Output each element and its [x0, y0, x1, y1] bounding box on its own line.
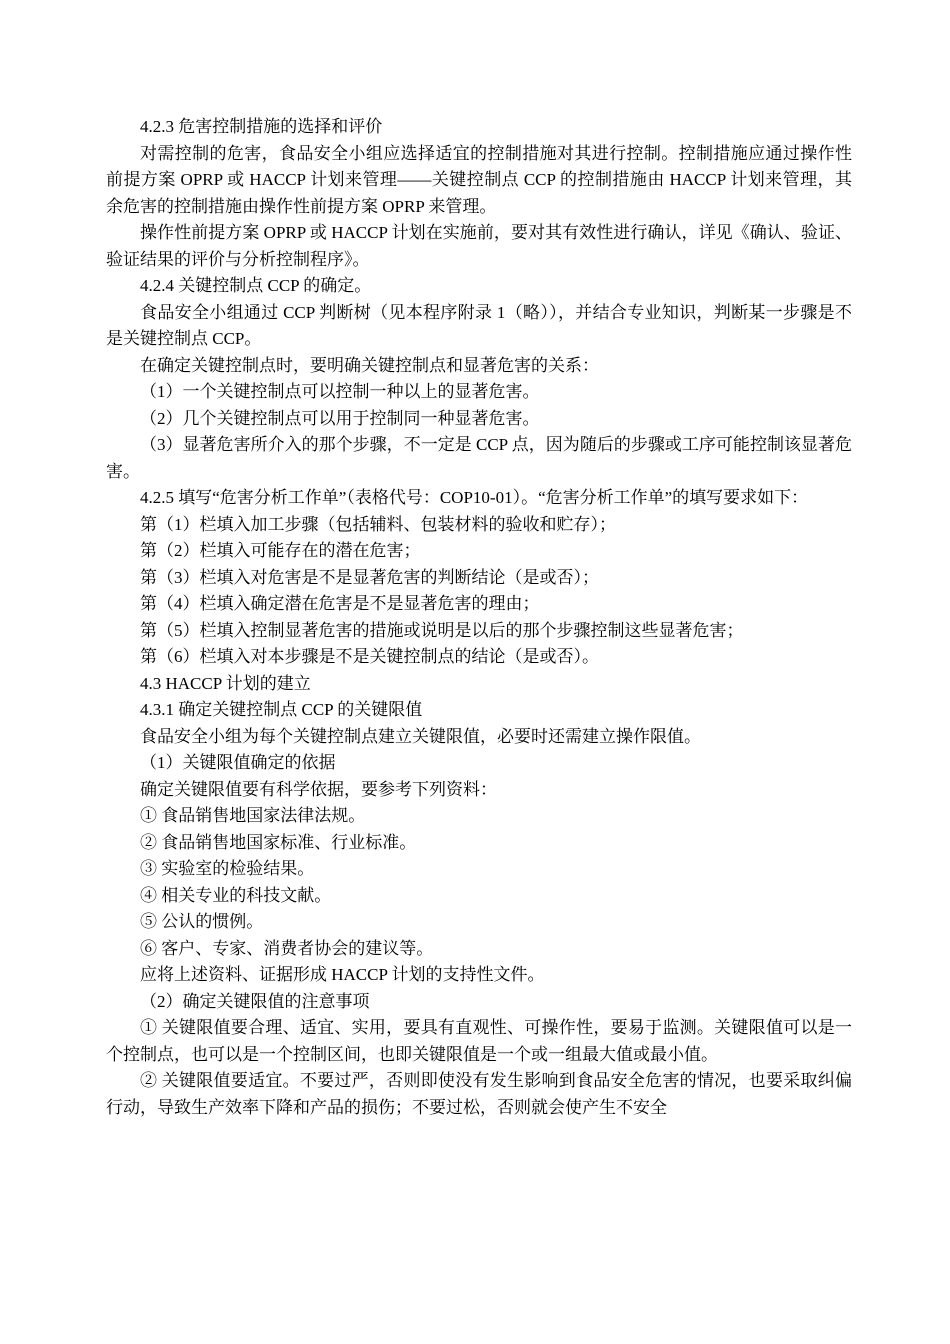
column-instruction-3: 第（3）栏填入对危害是不是显著危害的判断结论（是或否）； [140, 567, 599, 587]
note-item-2: ② 关键限值要适宜。不要过严，否则即使没有发生影响到食品安全危害的情况，也要采取纠偏行动，导致生产效率下降和产品的损伤；不要过松，否则就会使产生不安全 [106, 1071, 852, 1117]
reference-item-2: ② 食品销售地国家标准、行业标准。 [140, 832, 417, 852]
column-instruction-1: 第（1）栏填入加工步骤（包括辅料、包装材料的验收和贮存）； [140, 514, 616, 534]
heading-4-2-5: 4.2.5 填写“危害分析工作单”（表格代号：COP10-01）。“危害分析工作单”的填写要求如下： [140, 488, 809, 507]
document-page [106, 114, 852, 1121]
paragraph-oprp-confirmation: 操作性前提方案 OPRP 或 HACCP 计划在实施前，要对其有效性进行确认，详见《确认、验证、验证结果的评价与分析控制程序》。 [106, 223, 852, 269]
paragraph-critical-limits: 食品安全小组为每个关键控制点建立关键限值，必要时还需建立操作限值。 [140, 726, 701, 746]
reference-item-6: ⑥ 客户、专家、消费者协会的建议等。 [140, 938, 434, 958]
paragraph-references-intro: 确定关键限值要有科学依据，要参考下列资料： [140, 779, 497, 799]
note-item-1: ① 关键限值要合理、适宜、实用，要具有直观性、可操作性，要易于监测。关键限值可以是一个控制点，也可以是一个控制区间，也即关键限值是一个或一组最大值或最小值。 [106, 1018, 852, 1064]
paragraph-ccp-relationship: 在确定关键控制点时，要明确关键控制点和显著危害的关系： [140, 355, 599, 375]
heading-4-2-3: 4.2.3 危害控制措施的选择和评价 [140, 117, 383, 136]
subheading-notes: （2）确定关键限值的注意事项 [140, 991, 370, 1011]
column-instruction-2: 第（2）栏填入可能存在的潜在危害； [140, 541, 421, 560]
list-item-relationship-2: （2）几个关键控制点可以用于控制同一种显著危害。 [140, 408, 540, 428]
column-instruction-4: 第（4）栏填入确定潜在危害是不是显著危害的理由； [140, 594, 540, 613]
reference-item-4: ④ 相关专业的科技文献。 [140, 885, 332, 905]
column-instruction-6: 第（6）栏填入对本步骤是不是关键控制点的结论（是或否）。 [140, 647, 599, 666]
heading-4-3: 4.3 HACCP 计划的建立 [140, 673, 311, 693]
subheading-basis: （1）关键限值确定的依据 [140, 753, 336, 772]
paragraph-supporting-documents: 应将上述资料、证据形成 HACCP 计划的支持性文件。 [140, 965, 545, 984]
column-instruction-5: 第（5）栏填入控制显著危害的措施或说明是以后的那个步骤控制这些显著危害； [140, 620, 744, 640]
reference-item-1: ① 食品销售地国家法律法规。 [140, 806, 366, 825]
paragraph-ccp-decision-tree: 食品安全小组通过 CCP 判断树（见本程序附录 1（略）），并结合专业知识，判断某一步骤是不是关键控制点 CCP。 [106, 302, 852, 348]
reference-item-5: ⑤ 公认的惯例。 [140, 912, 264, 931]
list-item-relationship-3: （3）显著危害所介入的那个步骤，不一定是 CCP 点，因为随后的步骤或工序可能控制该显著危害。 [106, 435, 852, 481]
list-item-relationship-1: （1）一个关键控制点可以控制一种以上的显著危害。 [140, 382, 540, 401]
heading-4-2-4: 4.2.4 关键控制点 CCP 的确定。 [140, 276, 372, 295]
heading-4-3-1: 4.3.1 确定关键控制点 CCP 的关键限值 [140, 700, 423, 719]
paragraph-control-measures: 对需控制的危害，食品安全小组应选择适宜的控制措施对其进行控制。控制措施应通过操作性前提方案 OPRP 或 HACCP 计划来管理——关键控制点 CCP 的控制措施由 HACCP 计划来管理，其余危害的控制措施由操作性前提方案 OPRP 来管理。 [106, 143, 852, 216]
reference-item-3: ③ 实验室的检验结果。 [140, 859, 315, 878]
